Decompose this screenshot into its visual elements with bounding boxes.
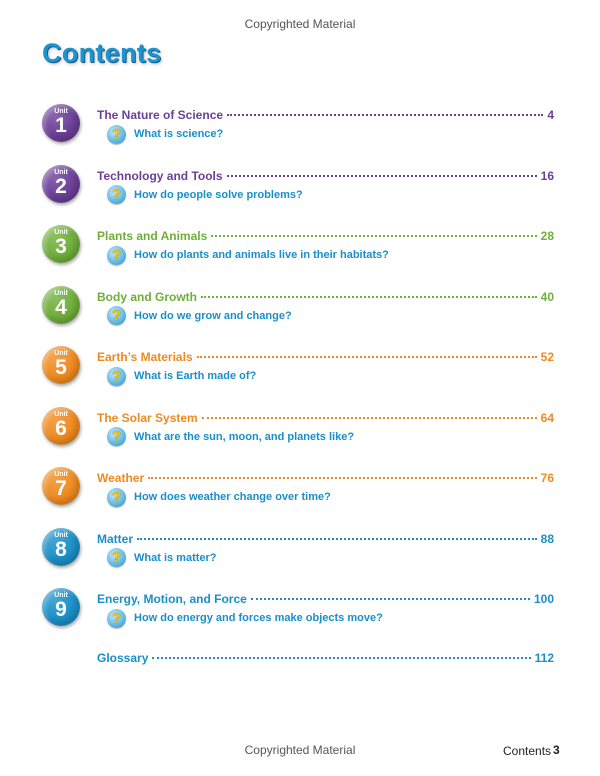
unit-number: 6 [55, 416, 67, 440]
unit-page-number: 52 [540, 350, 554, 364]
unit-badge [42, 407, 80, 445]
glossary-page: 112 [534, 651, 554, 665]
watermark-top: Copyrighted Material [244, 17, 356, 31]
unit-badge-label: Unit [54, 410, 68, 418]
unit-number: 9 [55, 598, 67, 621]
unit-badge [42, 528, 80, 566]
unit-page-number: 88 [540, 531, 554, 546]
question-bulb-icon [107, 306, 126, 325]
unit-title-row[interactable] [97, 471, 554, 487]
unit-title: Weather [97, 471, 145, 485]
unit-title: Body and Growth [97, 289, 197, 304]
question-text: What is science? [134, 128, 224, 140]
unit-title-row[interactable] [97, 169, 554, 185]
question-text: What are the sun, moon, and planets like? [134, 430, 355, 443]
unit-number: 4 [55, 295, 67, 319]
unit-title-row[interactable] [97, 108, 554, 124]
essential-question [107, 244, 389, 266]
question-bulb-icon [107, 367, 126, 386]
essential-question [107, 184, 303, 206]
question-bulb-icon [107, 185, 126, 204]
unit-badge-label: Unit [54, 350, 68, 357]
question-bulb-icon [107, 246, 126, 265]
unit-badge [42, 467, 80, 505]
unit-badge-label: Unit [54, 229, 68, 236]
unit-entry[interactable] [0, 104, 600, 164]
glossary-entry[interactable] [97, 651, 554, 665]
unit-badge-label: Unit [54, 471, 68, 478]
dot-leader [202, 416, 537, 419]
unit-number: 1 [55, 114, 67, 137]
question-bulb-icon [107, 488, 126, 507]
unit-title-row[interactable] [97, 229, 554, 245]
unit-entry[interactable] [0, 407, 600, 467]
essential-question [107, 486, 331, 508]
essential-question [107, 305, 292, 327]
unit-badge-label: Unit [54, 531, 68, 539]
question-bulb-icon [107, 427, 126, 446]
unit-number: 3 [55, 235, 67, 258]
unit-entry[interactable] [0, 286, 600, 346]
unit-title-row[interactable] [97, 411, 554, 427]
unit-badge-label: Unit [54, 289, 68, 297]
glossary-title: Glossary [97, 651, 149, 665]
essential-question [107, 426, 354, 448]
unit-number: 5 [55, 356, 67, 379]
dot-leader [227, 174, 537, 177]
dot-leader [251, 597, 530, 600]
unit-number: 8 [55, 537, 67, 561]
unit-badge [42, 346, 80, 384]
dot-leader [201, 295, 537, 298]
unit-entry[interactable] [0, 346, 600, 406]
unit-page-number: 76 [540, 471, 554, 485]
essential-question [107, 365, 256, 387]
dot-leader [211, 234, 536, 237]
unit-badge [42, 104, 80, 142]
unit-page-number: 40 [540, 289, 554, 304]
dot-leader [152, 656, 530, 659]
unit-entry[interactable] [0, 165, 600, 225]
unit-page-number: 28 [540, 229, 554, 243]
unit-title: Energy, Motion, and Force [97, 592, 247, 606]
unit-title-row[interactable] [97, 592, 554, 608]
footer-page-number: 3 [553, 743, 560, 757]
question-bulb-icon [107, 125, 126, 144]
unit-number: 7 [55, 477, 67, 500]
unit-entry[interactable] [0, 528, 600, 588]
page-title: Contents [42, 38, 162, 68]
unit-badge [42, 225, 80, 263]
footer-label: Contents [503, 744, 552, 758]
unit-page-number: 4 [547, 108, 554, 122]
essential-question [107, 547, 217, 569]
unit-page-number: 100 [533, 592, 554, 606]
dot-leader [137, 537, 537, 540]
question-text: What is matter? [134, 551, 217, 564]
unit-title: Earth’s Materials [97, 350, 193, 364]
unit-title-row[interactable] [97, 532, 554, 548]
unit-entry[interactable] [0, 588, 600, 648]
unit-page-number: 64 [540, 410, 554, 425]
unit-badge-label: Unit [54, 108, 68, 115]
dot-leader [227, 113, 543, 116]
unit-badge-label: Unit [54, 168, 68, 176]
unit-badge-label: Unit [54, 592, 68, 599]
unit-title: Matter [97, 531, 134, 546]
unit-title: Technology and Tools [97, 168, 223, 183]
unit-title: Plants and Animals [97, 229, 208, 243]
question-text: How do energy and forces make objects move? [134, 612, 383, 624]
question-text: How does weather change over time? [134, 491, 331, 503]
question-text: How do we grow and change? [134, 309, 292, 322]
unit-badge [42, 165, 80, 203]
question-bulb-icon [107, 609, 126, 628]
unit-entry[interactable] [0, 225, 600, 285]
unit-title-row[interactable] [97, 290, 554, 306]
dot-leader [148, 476, 537, 479]
question-text: What is Earth made of? [134, 370, 257, 382]
unit-number: 2 [55, 174, 67, 198]
watermark-bottom: Copyrighted Material [244, 743, 356, 757]
question-bulb-icon [107, 548, 126, 567]
essential-question [107, 123, 223, 145]
unit-title: The Nature of Science [97, 108, 224, 122]
question-text: How do people solve problems? [134, 188, 303, 201]
question-text: How do plants and animals live in their habitats? [134, 249, 389, 261]
dot-leader [197, 355, 537, 358]
essential-question [107, 607, 383, 629]
unit-badge [42, 588, 80, 626]
unit-title-row[interactable] [97, 350, 554, 366]
unit-page-number: 16 [540, 168, 554, 183]
unit-entry[interactable] [0, 467, 600, 527]
unit-title: The Solar System [97, 410, 198, 425]
unit-badge [42, 286, 80, 324]
